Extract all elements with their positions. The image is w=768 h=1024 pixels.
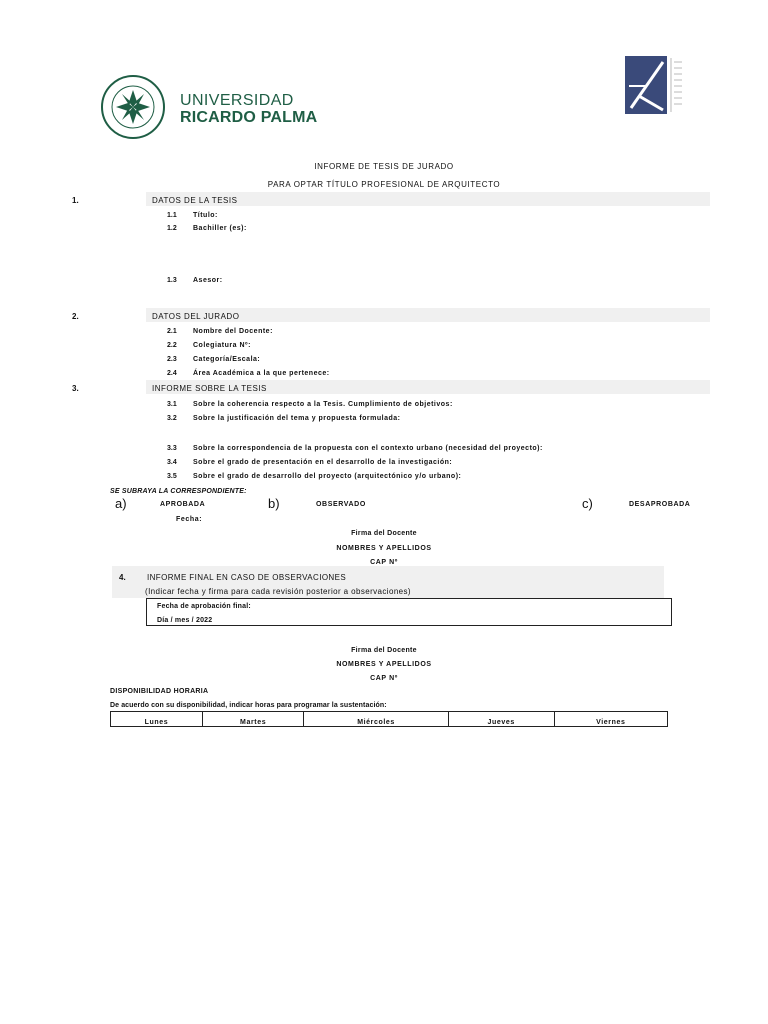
day-jueves[interactable]: Jueves [448,712,554,727]
faculty-logo [625,56,685,114]
university-logo [100,74,320,140]
item-1-1-label: Título: [193,212,218,219]
item-3-3-label: Sobre la correspondencia de la propuesta con el contexto urbano (necesidad del proyecto): [193,445,543,452]
item-1-3-number: 1.3 [167,277,177,284]
section-4-title: INFORME FINAL EN CASO DE OBSERVACIONES [147,573,347,582]
availability-table [110,711,668,727]
approval-date-value: Día / mes / 2022 [157,617,213,624]
item-1-2-label: Bachiller (es): [193,225,247,232]
signature-1-firma: Firma del Docente [351,530,417,537]
signature-1-nombres: NOMBRES Y APELLIDOS [336,545,432,552]
day-martes[interactable]: Martes [202,712,303,727]
option-a-label[interactable]: APROBADA [160,501,206,508]
section-4-note: (Indicar fecha y firma para cada revisión posterior a observaciones) [145,587,411,596]
section-4-number: 4. [119,573,126,582]
item-3-4-number: 3.4 [167,459,177,466]
signature-2-cap: CAP Nº [370,675,398,682]
section-1-title: DATOS DE LA TESIS [152,196,238,205]
section-2-number: 2. [72,312,79,321]
option-c-letter: c) [582,496,593,511]
item-2-4-number: 2.4 [167,370,177,377]
item-2-3-number: 2.3 [167,356,177,363]
item-2-3-label: Categoría/Escala: [193,356,261,363]
option-c-label[interactable]: DESAPROBADA [629,501,691,508]
availability-instruction: De acuerdo con su disponibilidad, indicar horas para programar la sustentación: [110,702,387,709]
item-3-5-number: 3.5 [167,473,177,480]
item-3-1-number: 3.1 [167,401,177,408]
signature-2-nombres: NOMBRES Y APELLIDOS [336,661,432,668]
day-viernes[interactable]: Viernes [554,712,667,727]
university-seal-icon [100,74,166,140]
availability-title: DISPONIBILIDAD HORARIA [110,688,209,695]
table-row [111,712,668,727]
item-3-4-label: Sobre el grado de presentación en el desarrollo de la investigación: [193,459,453,466]
option-a-letter: a) [115,496,127,511]
document-subtitle: PARA OPTAR TÍTULO PROFESIONAL DE ARQUITECTO [267,180,501,189]
item-3-2-label: Sobre la justificación del tema y propuesta formulada: [193,415,401,422]
day-lunes[interactable]: Lunes [111,712,203,727]
section-1-number: 1. [72,196,79,205]
section-3-number: 3. [72,384,79,393]
approval-date-label: Fecha de aprobación final: [157,603,251,610]
day-miercoles[interactable]: Miércoles [304,712,448,727]
item-1-2-number: 1.2 [167,225,177,232]
item-1-1-number: 1.1 [167,212,177,219]
item-3-2-number: 3.2 [167,415,177,422]
signature-1-cap: CAP Nº [370,559,398,566]
item-2-2-label: Colegiatura Nº: [193,342,251,349]
item-3-3-number: 3.3 [167,445,177,452]
option-b-label[interactable]: OBSERVADO [316,501,366,508]
section-2-title: DATOS DEL JURADO [152,312,240,321]
document-title: INFORME DE TESIS DE JURADO [314,162,454,171]
option-b-letter: b) [268,496,280,511]
signature-2-firma: Firma del Docente [351,647,417,654]
item-3-5-label: Sobre el grado de desarrollo del proyecto (arquitectónico y/o urbano): [193,473,462,480]
item-2-4-label: Área Académica a la que pertenece: [193,370,330,377]
item-1-3-label: Asesor: [193,277,223,284]
item-2-1-label: Nombre del Docente: [193,328,273,335]
item-2-1-number: 2.1 [167,328,177,335]
item-2-2-number: 2.2 [167,342,177,349]
item-3-1-label: Sobre la coherencia respecto a la Tesis. Cumplimiento de objetivos: [193,401,453,408]
faculty-logo-icon [625,56,685,114]
options-instruction: SE SUBRAYA LA CORRESPONDIENTE: [110,488,247,495]
university-name-line2: RICARDO PALMA [180,109,318,126]
section-3-title: INFORME SOBRE LA TESIS [152,384,267,393]
approval-box[interactable] [146,598,672,626]
fecha-label: Fecha: [176,516,203,523]
university-name-line1: UNIVERSIDAD [180,92,294,109]
